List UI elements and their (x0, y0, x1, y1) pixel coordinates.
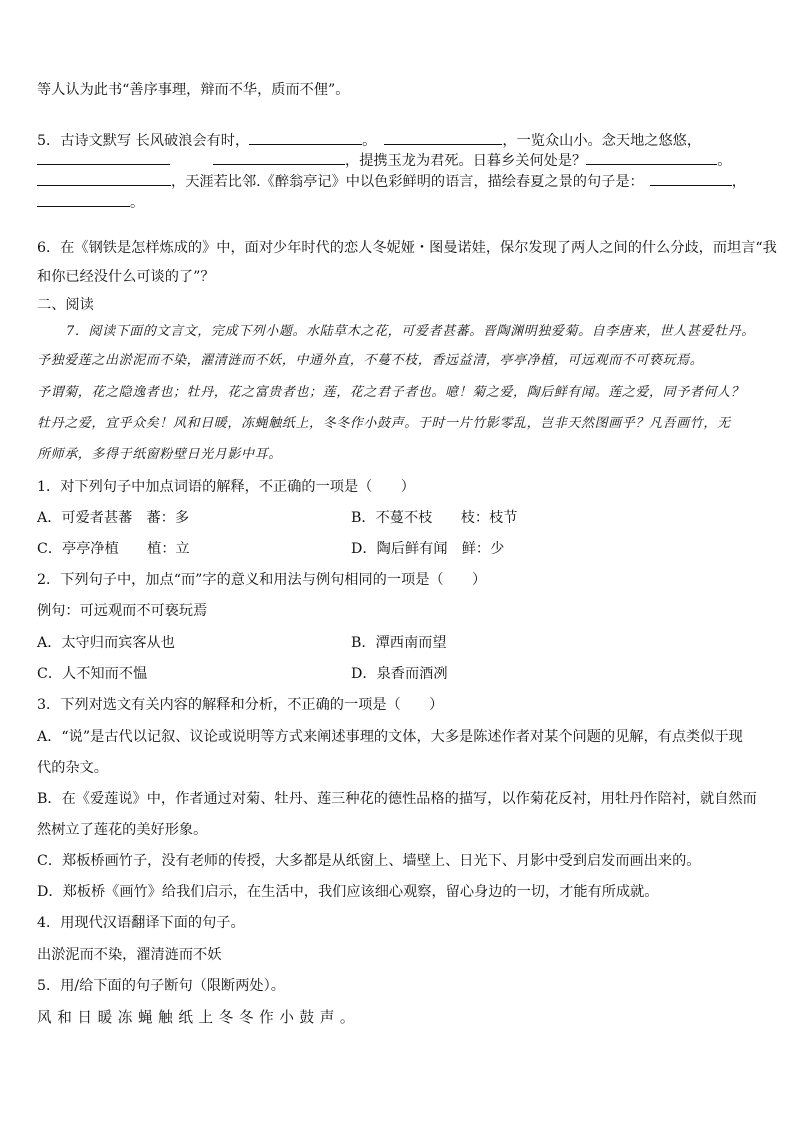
sub2-option-a[interactable]: A．太守归而宾客从也 (37, 635, 175, 651)
answer-blank-5[interactable] (586, 150, 717, 165)
q5-text-3: ，一览众山小。念天地之悠悠， (502, 133, 702, 149)
top-line: 等人认为此书“善序事理，辩而不华，质而不俚”。 (37, 82, 350, 98)
sub3-option-c[interactable]: C．郑板桥画竹子，没有老师的传授，大多都是从纸窗上、墙壁上、日光下、月影中受到启发而画出来的。 (37, 853, 701, 869)
q5-text-2: 。 (362, 133, 377, 149)
passage-line-5: 所师承，多得于纸窗粉壁日光月影中耳。 (37, 447, 282, 462)
sub1-question: 1．对下列句子中加点词语的解释，不正确的一项是（ ） (37, 479, 415, 495)
sub3-option-d[interactable]: D．郑板桥《画竹》给我们启示，在生活中，我们应该细心观察，留心身边的一切，才能有所成就。 (37, 884, 659, 900)
answer-blank-2[interactable] (384, 130, 502, 145)
q5-text-1: 古诗文默写 长风破浪会有时， (60, 133, 250, 149)
passage-line-1: 7．阅读下面的文言文，完成下列小题。水陆草木之花，可爱者甚蕃。晋陶渊明独爱菊。自李唐来，世人甚爱牡丹。 (66, 324, 755, 339)
sub5-question: 5．用/给下面的句子断句（限断两处）。 (37, 978, 285, 994)
passage-line-3: 予谓菊，花之隐逸者也；牡丹，花之富贵者也；莲，花之君子者也。噫！菊之爱，陶后鲜有闻。莲之爱，同予者何人？ (37, 385, 745, 400)
q5-text-8: 。 (130, 195, 145, 211)
sub2-example: 例句：可远观而不可亵玩焉 (37, 603, 208, 619)
sub3-question: 3．下列对选文有关内容的解释和分析，不正确的一项是（ ） (37, 697, 444, 713)
q5-text-5: 。 (717, 153, 732, 169)
sub1-option-d[interactable]: D．陶后鲜有闻 鲜：少 (351, 541, 505, 557)
answer-blank-8[interactable] (37, 192, 130, 207)
answer-blank-6[interactable] (37, 171, 171, 186)
sub2-option-b[interactable]: B．潭西南而望 (351, 635, 447, 651)
sub3-option-b-line-2: 然树立了莲花的美好形象。 (37, 822, 208, 838)
q5-text-7: ， (731, 174, 746, 190)
passage-line-2: 予独爱莲之出淤泥而不染，濯清涟而不妖，中通外直，不蔓不枝，香远益清，亭亭净植，可远观而不可亵玩焉。 (37, 353, 704, 368)
sub2-options-row-1 (37, 633, 447, 653)
sub2-option-d[interactable]: D．泉香而酒冽 (351, 666, 448, 682)
sub5-sentence: 风和日暖冻蝇触纸上冬冬作小鼓声。 (37, 1009, 361, 1026)
answer-blank-4[interactable] (213, 150, 345, 165)
q5-text-4: ，提携玉龙为君死。日暮乡关何处是？ (345, 153, 587, 169)
q5-line-4 (37, 192, 144, 213)
q5-line-1 (37, 130, 701, 151)
q5-number: 5． (37, 133, 61, 149)
sub3-option-a-line-1[interactable]: A．“说”是古代以记叙、议论或说明等方式来阐述事理的文体，大多是陈述作者对某个问题的见解，有点类似于现 (37, 729, 743, 745)
answer-blank-7[interactable] (650, 171, 732, 186)
sub1-option-b[interactable]: B．不蔓不枝 枝：枝节 (351, 510, 518, 526)
sub1-options-row-2 (37, 539, 505, 559)
answer-blank-3[interactable] (37, 150, 170, 165)
q5-line-2 (37, 150, 731, 171)
sub1-options-row-1 (37, 508, 518, 528)
q6-line-2: 和你已经没什么可谈的了”？ (37, 269, 215, 285)
sub1-option-a[interactable]: A．可爱者甚蕃 蕃：多 (37, 510, 190, 526)
sub2-option-c[interactable]: C．人不知而不愠 (37, 666, 148, 682)
sub1-option-c[interactable]: C．亭亭净植 植：立 (37, 541, 190, 557)
sub2-question: 2．下列句子中，加点“而”字的意义和用法与例句相同的一项是（ ） (37, 572, 487, 588)
sub2-options-row-2 (37, 664, 448, 684)
passage-line-4: 牡丹之爱，宜乎众矣！风和日暖，冻蝇触纸上，冬冬作小鼓声。于时一片竹影零乱，岂非天然图画乎？凡吾画竹，无 (37, 416, 731, 431)
section-heading-reading: 二、阅读 (37, 297, 94, 313)
sub3-option-b-line-1[interactable]: B．在《爱莲说》中，作者通过对菊、牡丹、莲三种花的德性品格的描写，以作菊花反衬，用牡丹作陪衬，就自然而 (37, 791, 757, 807)
q5-line-3 (37, 171, 746, 192)
answer-blank-1[interactable] (249, 130, 362, 145)
sub4-question: 4．用现代汉语翻译下面的句子。 (37, 915, 245, 931)
sub4-sentence: 出淤泥而不染，濯清涟而不妖 (37, 947, 222, 963)
q6-line-1: 6．在《钢铁是怎样炼成的》中，面对少年时代的恋人冬妮娅・图曼诺娃，保尔发现了两人之间的什么分歧，而坦言“我 (37, 240, 777, 256)
q5-text-6: ，天涯若比邻.《醉翁亭记》中以色彩鲜明的语言，描绘春夏之景的句子是： (171, 174, 644, 190)
sub3-option-a-line-2: 代的杂文。 (37, 760, 108, 776)
